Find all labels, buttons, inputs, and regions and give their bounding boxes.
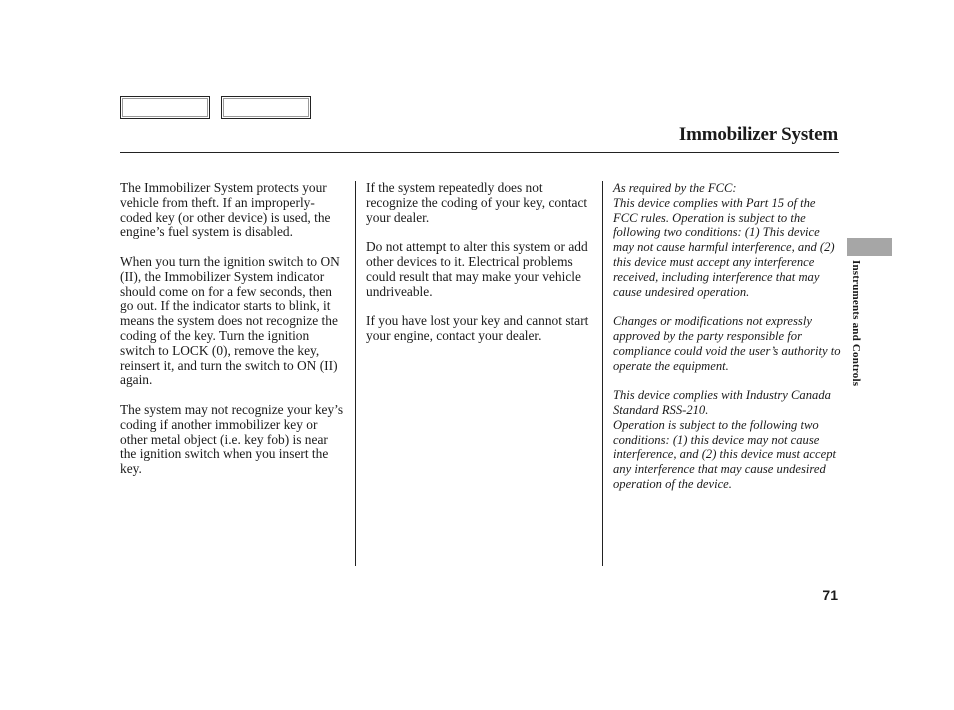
paragraph: This device complies with Part 15 of the FCC rules. Operation is subject to the following two conditions: (1) This device may not cause harmful interference, and (2) this device must accept any interference received, including interference that may cause undesired operation. xyxy=(613,195,835,299)
paragraph: The system may not recognize your key’s coding if another immobilizer key or other metal object (i.e. key fob) is near the ignition switch when you insert the key. xyxy=(120,401,344,477)
page-title: Immobilizer System xyxy=(678,124,838,145)
section-label: Instruments and Controls xyxy=(850,260,862,387)
page-number: 71 xyxy=(822,587,838,603)
paragraph: If you have lost your key and cannot start your engine, contact your dealer. xyxy=(366,313,589,343)
next-page-button[interactable] xyxy=(221,96,311,119)
column-2 xyxy=(366,181,596,359)
paragraph: If the system repeatedly does not recognize the coding of your key, contact your dealer. xyxy=(366,180,588,225)
fcc-heading: As required by the FCC: xyxy=(613,181,737,195)
paragraph: Operation is subject to the following two conditions: (1) this device may not cause interference, and (2) this device must accept any interference that may cause undesired operation of the device. xyxy=(613,417,836,491)
column-divider xyxy=(355,181,356,566)
previous-page-button[interactable] xyxy=(120,96,210,119)
column-1 xyxy=(120,181,346,492)
title-rule xyxy=(120,152,839,153)
paragraph: The Immobilizer System protects your vehicle from theft. If an improperly-coded key (or other device) is used, the engine’s fuel system is disabled. xyxy=(120,180,331,240)
paragraph: Changes or modifications not expressly approved by the party responsible for compliance could void the user’s authority to operate the equipment. xyxy=(613,314,841,373)
paragraph: Do not attempt to alter this system or add other devices to it. Electrical problems could result that may make your vehicle undriveable. xyxy=(366,239,588,299)
section-tab xyxy=(847,238,892,256)
paragraph: When you turn the ignition switch to ON (II), the Immobilizer System indicator should come on for a few seconds, then go out. If the indicator starts to blink, it means the system does not recognize the coding of the key. Turn the ignition switch to LOCK (0), remove the key, reinsert it, and turn the switch to ON (II) again. xyxy=(120,253,340,388)
column-3-fcc-notice xyxy=(613,181,843,507)
canada-compliance: This device complies with Industry Canada Standard RSS-210. xyxy=(613,388,831,417)
column-divider xyxy=(602,181,603,566)
